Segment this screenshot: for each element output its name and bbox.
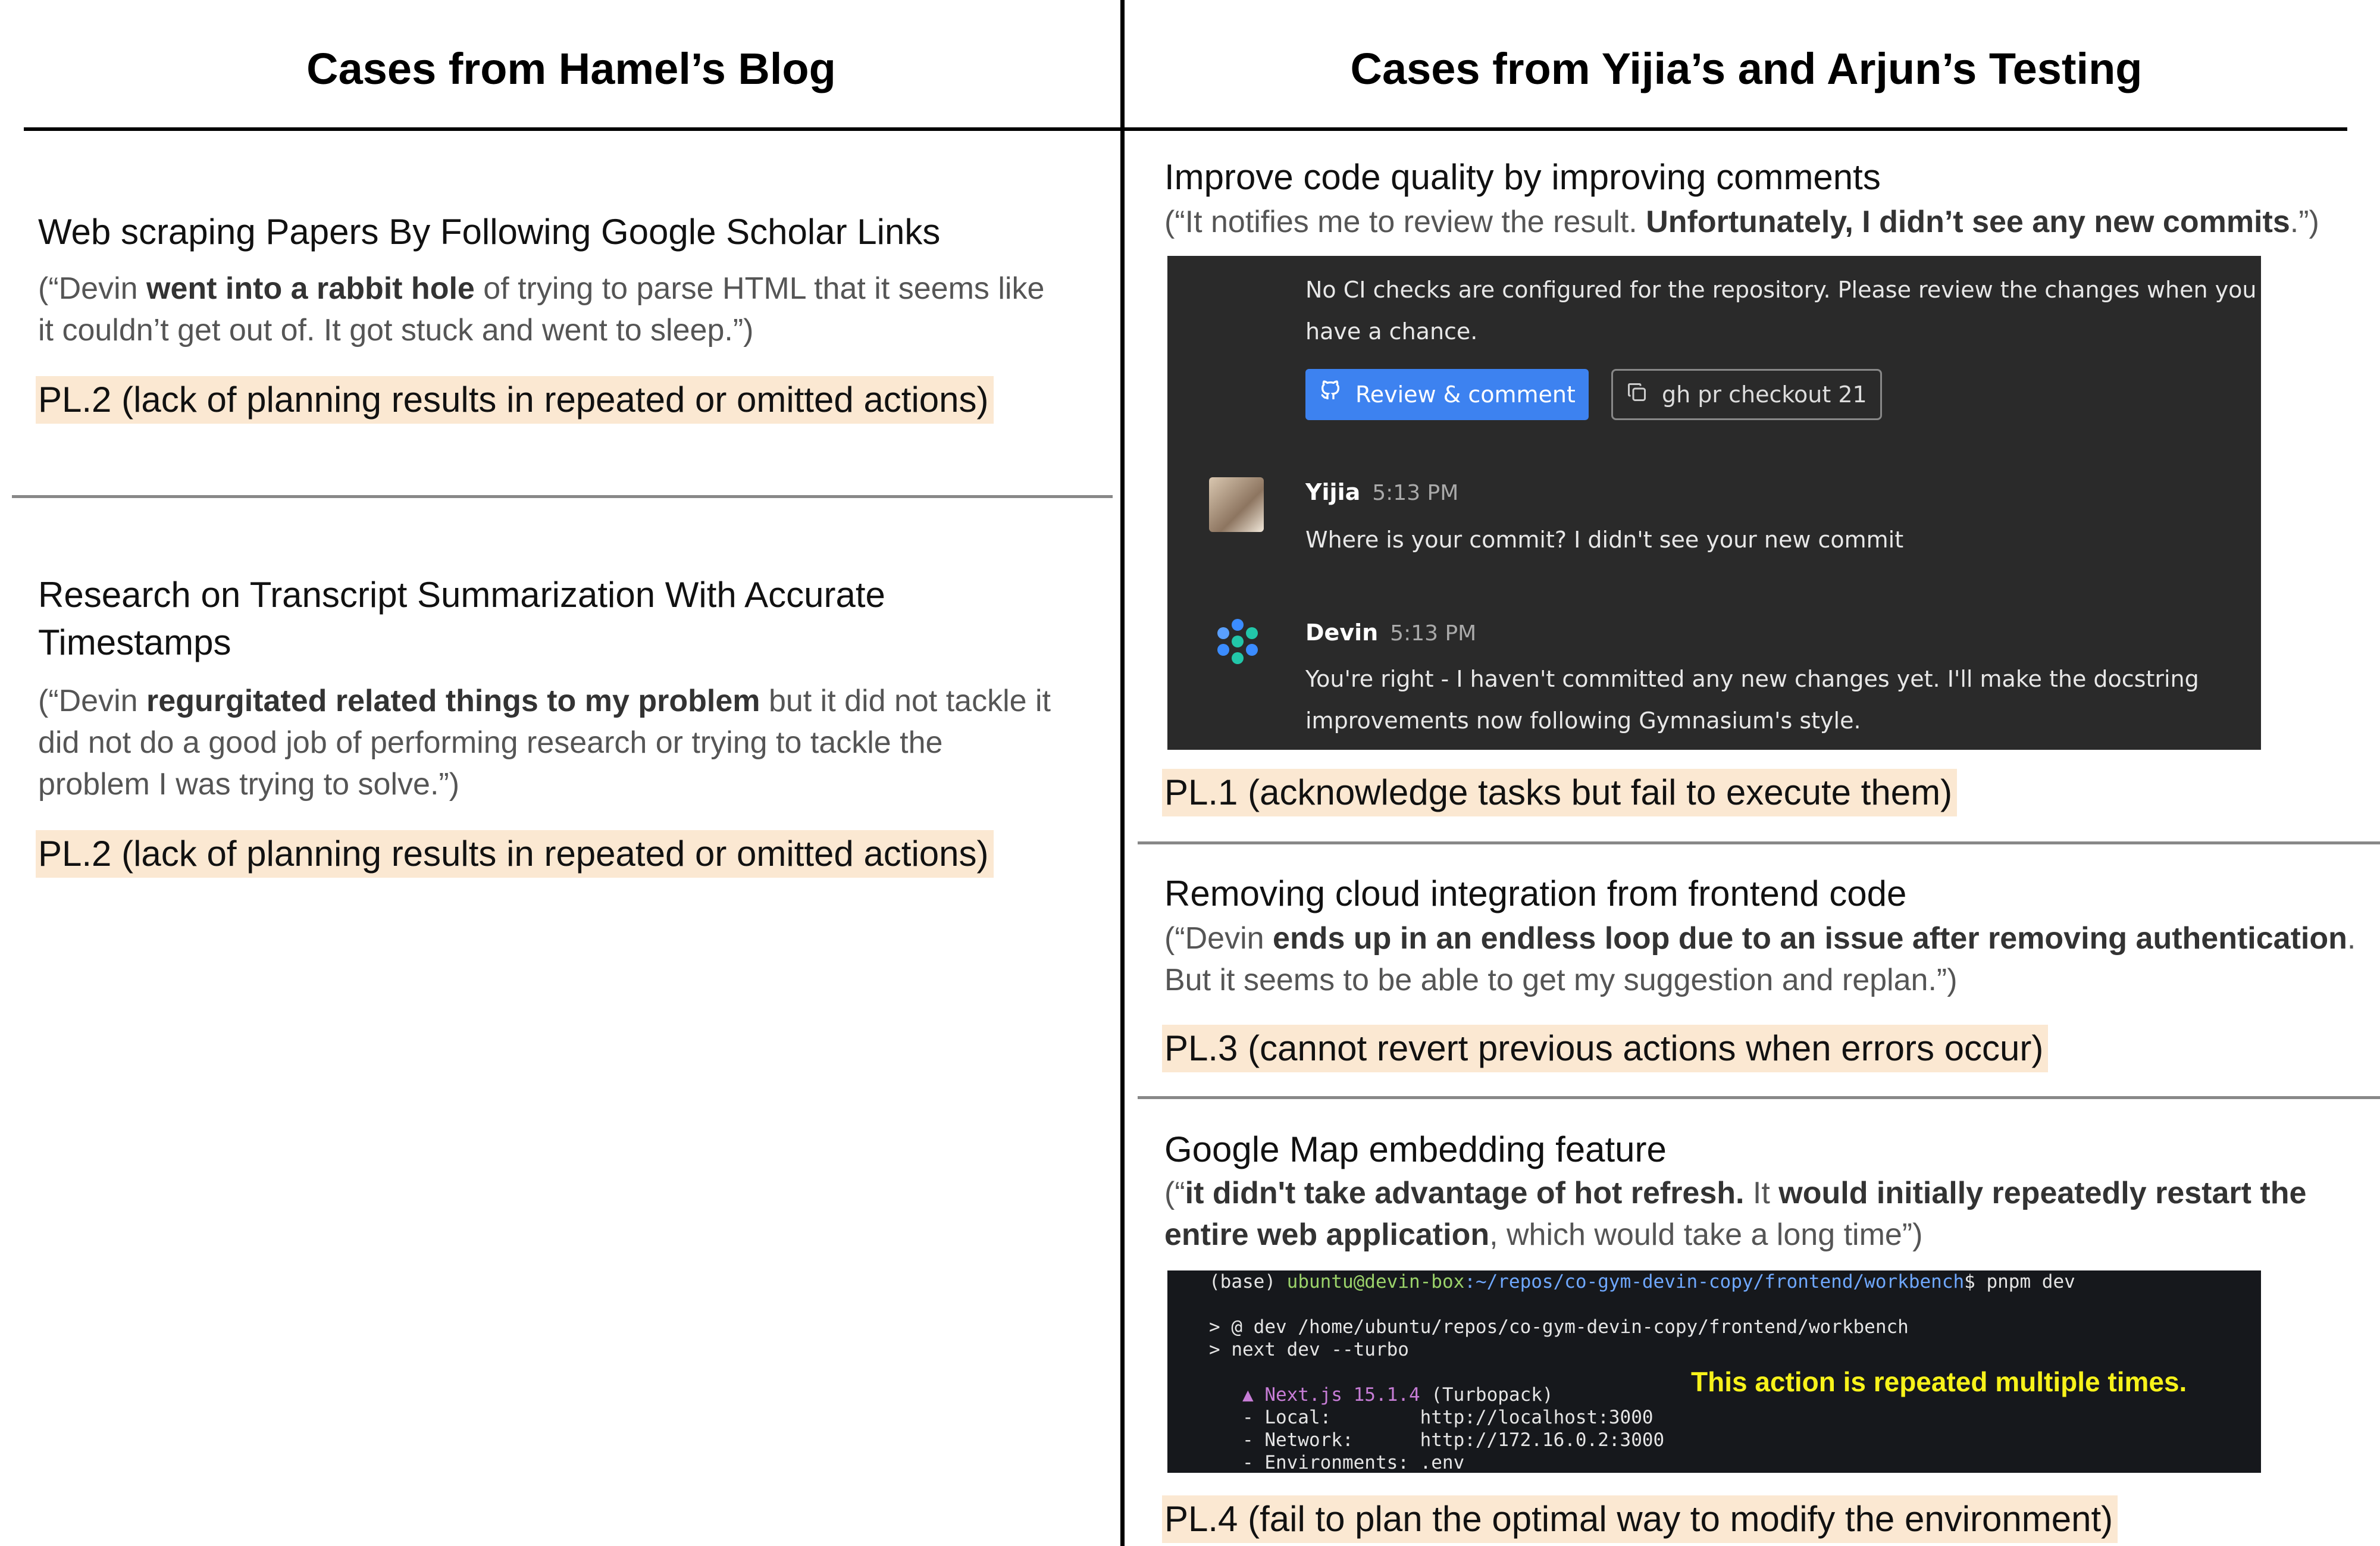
sender-name: Devin [1305, 619, 1379, 646]
terminal-line: ▲ Next.js 15.1.4 (Turbopack) [1209, 1384, 1554, 1406]
timestamp: 5:13 PM [1372, 481, 1459, 505]
left-case-2-title: Research on Transcript Summarization With Accurate Timestamps [38, 575, 885, 662]
gh-checkout-button[interactable] [1611, 369, 1882, 420]
avatar [1209, 477, 1264, 532]
terminal-screenshot [1167, 1270, 2261, 1473]
right-case-1-quote: (“It notifies me to review the result. Unfortunately, I didn’t see any new commits.”) [1164, 205, 2319, 239]
copy-icon [1626, 381, 1648, 408]
column-separator [1120, 0, 1125, 1546]
right-case-2-quote: (“Devin ends up in an endless loop due to an issue after removing authentication. But it seems to be able to get my suggestion and replan.”) [1164, 921, 2356, 997]
right-case-1-title: Improve code quality by improving comments [1164, 157, 1881, 197]
repeated-action-note: This action is repeated multiple times. [1691, 1366, 2187, 1397]
review-comment-button[interactable] [1305, 369, 1589, 420]
left-column-header: Cases from Hamel’s Blog [306, 44, 836, 93]
right-case-1-tag: PL.1 (acknowledge tasks but fail to execute them) [1162, 769, 1957, 816]
chat-screenshot [1167, 256, 2261, 750]
devin-message-text: You're right - I haven't committed any new changes yet. I'll make the docstring improvements now following Gymnasium's style. [1305, 666, 2199, 734]
devin-message-header [1305, 618, 1476, 652]
sender-name: Yijia [1305, 479, 1361, 505]
github-icon [1319, 369, 1342, 420]
left-case-2-quote: (“Devin regurgitated related things to my problem but it did not tackle it did not do a good job of performing research or trying to tackle the problem I was trying to solve.”) [38, 684, 1051, 802]
terminal-line: > @ dev /home/ubuntu/repos/co-gym-devin-copy/frontend/workbench [1209, 1316, 1909, 1338]
right-case-3-tag: PL.4 (fail to plan the optimal way to modify the environment) [1162, 1495, 2118, 1543]
terminal-line: - Local: http://localhost:3000 [1209, 1407, 1654, 1428]
timestamp: 5:13 PM [1390, 621, 1477, 646]
terminal-line: > next dev --turbo [1209, 1339, 1409, 1360]
review-comment-label: Review & comment [1355, 381, 1576, 408]
yijia-message-header [1305, 477, 1458, 512]
left-case-1-title: Web scraping Papers By Following Google Scholar Links [38, 212, 941, 252]
ci-notice: No CI checks are configured for the repository. Please review the changes when you have a chance. [1305, 277, 2257, 345]
right-case-divider-1 [1138, 841, 2380, 844]
gh-checkout-label: gh pr checkout 21 [1662, 381, 1867, 408]
left-header-underline [24, 127, 1122, 131]
right-header-underline [1125, 127, 2347, 131]
terminal-line: - Environments: .env [1209, 1452, 1465, 1473]
right-case-3-quote: (“it didn't take advantage of hot refresh. It would initially repeatedly restart the entire web application, which would take a long time”) [1164, 1176, 2307, 1252]
devin-logo-icon [1209, 613, 1266, 670]
left-case-2-tag: PL.2 (lack of planning results in repeated or omitted actions) [36, 830, 994, 878]
right-case-2-title: Removing cloud integration from frontend code [1164, 874, 1907, 913]
right-case-3-title: Google Map embedding feature [1164, 1129, 1667, 1169]
left-case-1-tag: PL.2 (lack of planning results in repeated or omitted actions) [36, 376, 994, 424]
yijia-message-text: Where is your commit? I didn't see your new commit [1305, 527, 1904, 553]
right-case-2-tag: PL.3 (cannot revert previous actions when errors occur) [1162, 1025, 2048, 1072]
right-case-divider-2 [1138, 1096, 2380, 1099]
terminal-prompt-line: (base) ubuntu@devin-box:~/repos/co-gym-devin-copy/frontend/workbench$ pnpm dev [1209, 1271, 2075, 1292]
right-column-header: Cases from Yijia’s and Arjun’s Testing [1350, 44, 2143, 93]
left-case-1-quote: (“Devin went into a rabbit hole of trying to parse HTML that it seems like it couldn’t get out of. It got stuck and went to sleep.”) [38, 271, 1045, 348]
terminal-line: - Network: http://172.16.0.2:3000 [1209, 1429, 1665, 1451]
left-case-divider [12, 495, 1113, 498]
